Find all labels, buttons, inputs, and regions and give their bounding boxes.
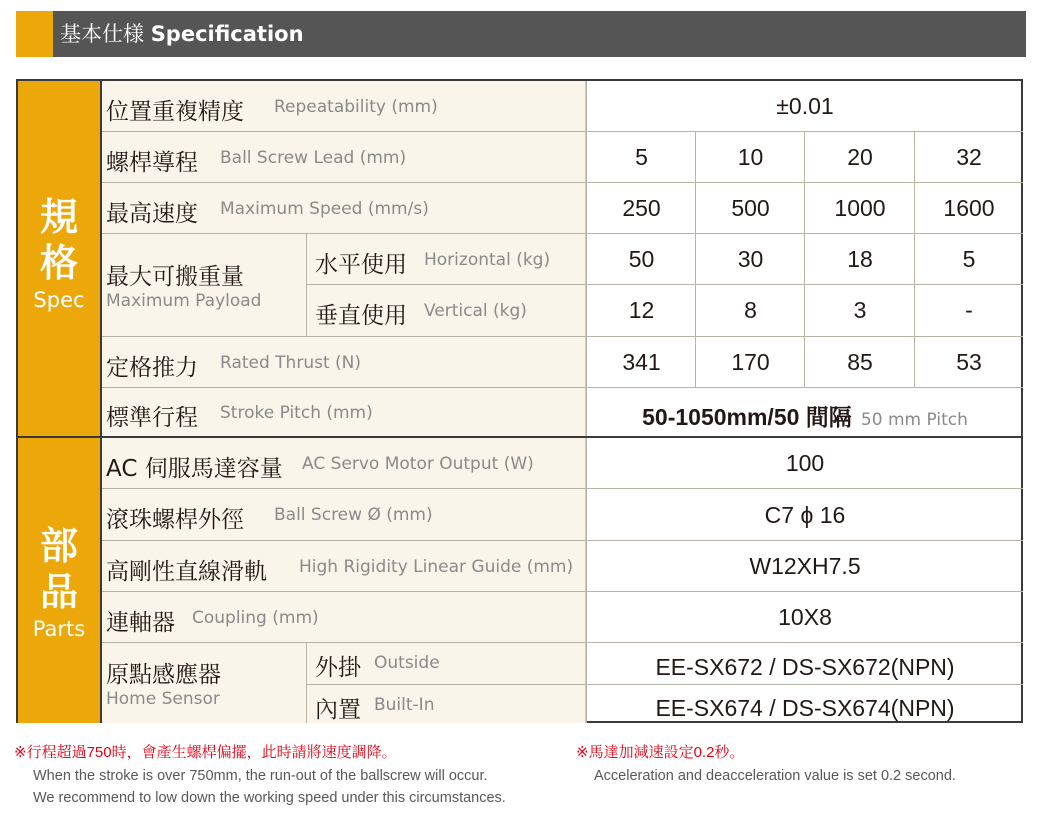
label-outside-zh: 外掛: [315, 655, 361, 681]
label-repeatability-en: Repeatability (mm): [274, 97, 438, 117]
label-coupling-zh: 連軸器: [106, 610, 175, 636]
value-thrust-1: 341: [622, 349, 661, 375]
value-thrust-2: 170: [731, 349, 770, 375]
grid-line: [102, 591, 1023, 592]
value-lead-1: 5: [635, 144, 648, 170]
label-stroke-en: Stroke Pitch (mm): [220, 403, 373, 423]
label-repeatability: [102, 81, 586, 131]
header-accent-bar: [16, 11, 53, 57]
label-thrust-en: Rated Thrust (N): [220, 353, 362, 373]
label-vertical-en: Vertical (kg): [424, 301, 527, 321]
label-thrust: [102, 337, 586, 387]
label-guide-zh: 高剛性直線滑軌: [106, 559, 267, 585]
value-horizontal-2: 30: [737, 246, 764, 272]
grid-line: [102, 336, 1023, 337]
label-stroke-zh: 標準行程: [106, 405, 198, 431]
value-lead-3: 20: [847, 144, 873, 170]
label-sensor-en: Home Sensor: [106, 689, 220, 709]
value-vertical-4: -: [965, 297, 973, 323]
parts-band-char-1: 部: [39, 524, 78, 568]
section-header: [16, 11, 1026, 57]
grid-line: [306, 684, 1023, 685]
value-vertical-3: 3: [853, 297, 867, 323]
grid-line: [102, 540, 1023, 541]
value-motor: 100: [785, 450, 825, 476]
label-coupling-en: Coupling (mm): [192, 608, 319, 628]
section-title-en: Specification: [150, 22, 304, 46]
grid-line: [306, 284, 1023, 285]
label-vertical-zh: 垂直使用: [315, 303, 407, 329]
label-guide-en: High Rigidity Linear Guide (mm): [299, 557, 574, 577]
label-speed-en: Maximum Speed (mm/s): [220, 199, 429, 219]
value-thrust-4: 53: [956, 349, 982, 375]
footnote-left-en-2: We recommend to low down the working speed under this circumstances.: [33, 790, 506, 806]
grid-line: [102, 387, 1023, 388]
footnote-right-zh: ※馬達加減速設定0.2秒。: [576, 744, 745, 761]
spec-band-char-2: 格: [39, 241, 78, 285]
label-motor: [102, 438, 586, 488]
section-title-zh: 基本仕様: [60, 22, 144, 46]
grid-line: [100, 81, 102, 723]
value-repeatability: ±0.01: [776, 93, 834, 119]
parts-band-en: Parts: [32, 617, 86, 641]
spec-band: [18, 81, 100, 436]
value-speed-4: 1600: [943, 195, 995, 221]
label-repeatability-zh: 位置重複精度: [106, 99, 244, 125]
grid-line: [306, 643, 307, 723]
section-divider: [18, 436, 1023, 438]
spec-band-char-1: 規: [39, 195, 78, 239]
value-lead-4: 32: [956, 144, 982, 170]
label-horizontal-en: Horizontal (kg): [424, 250, 551, 270]
grid-line: [586, 81, 587, 723]
value-horizontal-3: 18: [847, 246, 873, 272]
spec-band-en: Spec: [33, 288, 85, 312]
value-sensor-builtin: EE-SX674 / DS-SX674(NPN): [655, 695, 955, 721]
label-builtin-zh: 內置: [315, 697, 361, 723]
label-lead-en: Ball Screw Lead (mm): [220, 148, 407, 168]
grid-line: [695, 132, 696, 387]
value-guide: W12XH7.5: [749, 553, 861, 579]
label-payload-zh: 最大可搬重量: [106, 264, 244, 290]
grid-line: [914, 132, 915, 387]
value-thrust-3: 85: [847, 349, 873, 375]
value-coupling: 10X8: [778, 604, 832, 630]
label-speed: [102, 183, 586, 233]
value-stroke: [587, 399, 1023, 432]
parts-band: [18, 438, 100, 723]
footnote-left-zh: ※行程超過750時，會產生螺桿偏擺，此時請將速度調降。: [14, 744, 397, 761]
value-screw: C7 ϕ 16: [764, 502, 846, 528]
label-motor-en: AC Servo Motor Output (W): [302, 454, 534, 474]
label-builtin-en: Built-In: [374, 695, 435, 715]
label-sensor: [102, 643, 586, 723]
grid-line: [102, 131, 1023, 132]
value-vertical-2: 8: [744, 297, 757, 323]
label-screw-zh: 滾珠螺桿外徑: [106, 507, 244, 533]
label-screw-en: Ball Screw Ø (mm): [274, 505, 433, 525]
value-speed-2: 500: [731, 195, 770, 221]
grid-line: [102, 233, 1023, 234]
grid-line: [306, 234, 307, 336]
section-title: [60, 11, 304, 57]
label-lead: [102, 132, 586, 182]
grid-line: [102, 182, 1023, 183]
label-sensor-zh: 原點感應器: [106, 662, 221, 688]
label-thrust-zh: 定格推力: [106, 355, 198, 381]
value-stroke-en: 50 mm Pitch: [860, 410, 968, 430]
value-horizontal-1: 50: [628, 246, 655, 272]
value-lead-2: 10: [737, 144, 764, 170]
footnote-left: [14, 741, 584, 809]
label-horizontal-zh: 水平使用: [315, 252, 407, 278]
grid-line: [804, 132, 805, 387]
label-stroke: [102, 388, 586, 436]
footnote-right-en: Acceleration and deacceleration value is set 0.2 second.: [594, 768, 956, 784]
spec-table: [16, 79, 1023, 723]
label-speed-zh: 最高速度: [106, 201, 198, 227]
value-speed-1: 250: [622, 195, 661, 221]
label-payload: [102, 234, 586, 336]
label-payload-en: Maximum Payload: [106, 291, 262, 311]
footnote-left-en-1: When the stroke is over 750mm, the run-out of the ballscrew will occur.: [33, 768, 488, 784]
grid-line: [102, 488, 1023, 489]
value-horizontal-4: 5: [962, 246, 976, 272]
label-guide: [102, 541, 586, 591]
value-sensor-outside: EE-SX672 / DS-SX672(NPN): [655, 654, 955, 680]
label-screw: [102, 489, 586, 540]
grid-line: [102, 642, 1023, 643]
value-speed-3: 1000: [834, 195, 886, 221]
parts-band-char-2: 品: [39, 570, 78, 614]
value-vertical-1: 12: [628, 297, 655, 323]
label-outside-en: Outside: [374, 653, 440, 673]
label-coupling: [102, 592, 586, 642]
value-stroke-main: 50-1050mm/50 間隔: [642, 404, 852, 430]
label-lead-zh: 螺桿導程: [106, 150, 198, 176]
footnote-right: [576, 741, 1036, 787]
label-motor-zh: AC 伺服馬達容量: [106, 456, 283, 482]
